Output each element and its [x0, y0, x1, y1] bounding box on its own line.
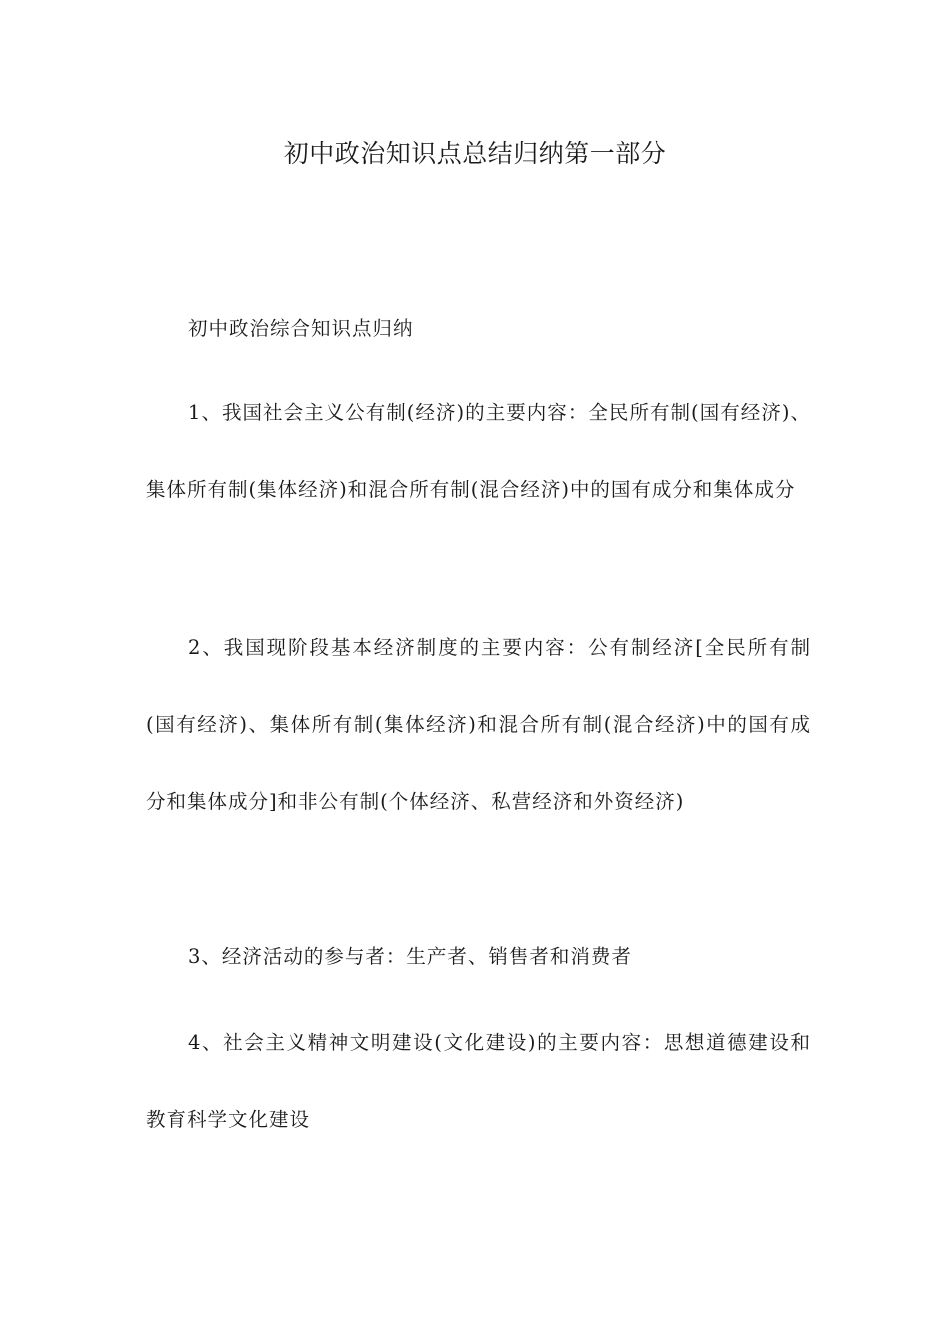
paragraph-3: 3、经济活动的参与者：生产者、销售者和消费者: [188, 945, 632, 968]
paragraph-2: 2、我国现阶段基本经济制度的主要内容：公有制经济[全民所有制(国有经济)、集体所有制(集体经济)和混合所有制(混合经济)中的国有成分和集体成分]和非公有制(个体经济、私营经济和外资经济): [146, 636, 811, 813]
paragraph-1: 1、我国社会主义公有制(经济)的主要内容：全民所有制(国有经济)、集体所有制(集体经济)和混合所有制(混合经济)中的国有成分和集体成分: [146, 401, 811, 501]
document-title: 初中政治知识点总结归纳第一部分: [283, 139, 667, 168]
paragraph-4: 4、社会主义精神文明建设(文化建设)的主要内容：思想道德建设和教育科学文化建设: [146, 1031, 811, 1131]
section-heading: 初中政治综合知识点归纳: [188, 317, 414, 340]
